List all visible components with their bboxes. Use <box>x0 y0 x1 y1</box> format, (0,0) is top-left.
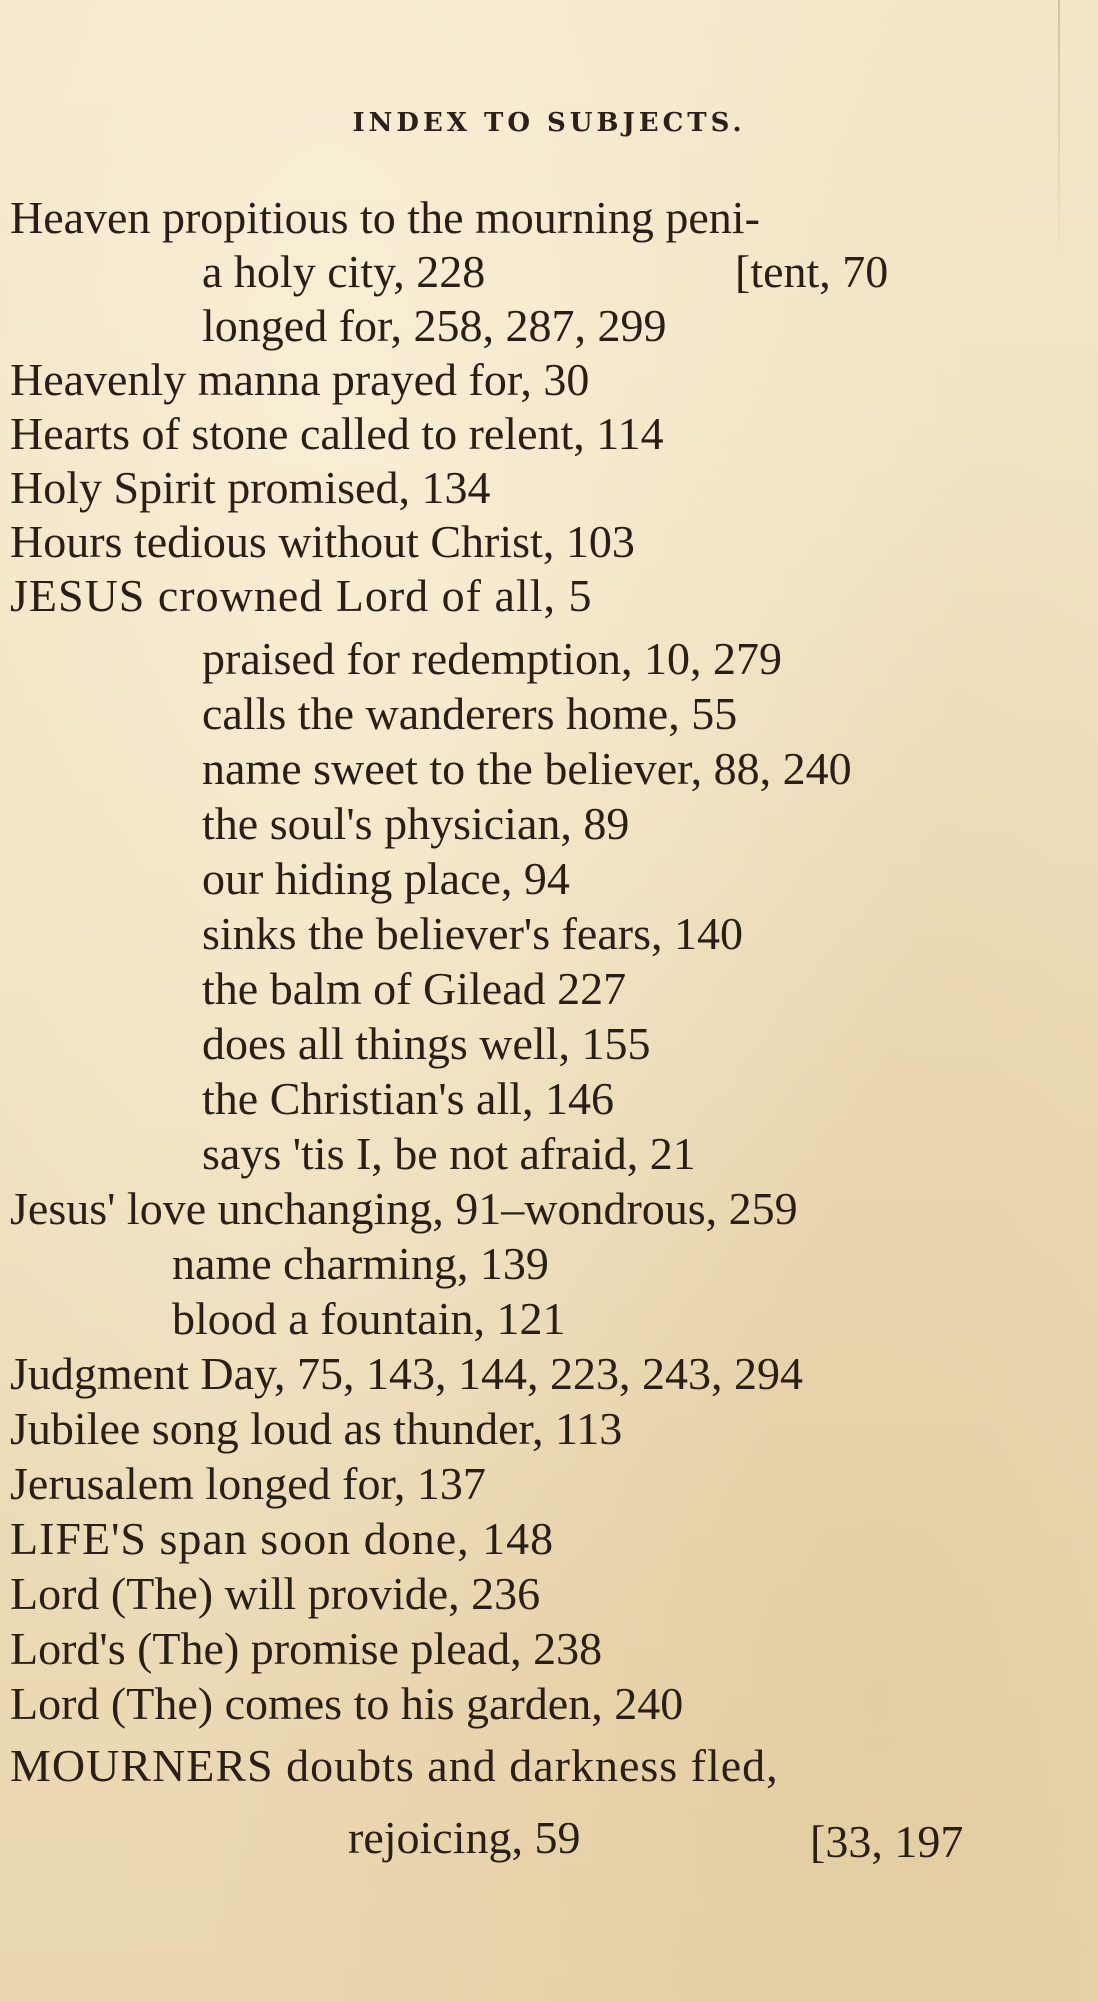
index-entry: the balm of Gilead 227 <box>202 963 627 1014</box>
index-entry: praised for redemption, 10, 279 <box>202 633 782 684</box>
index-entry: the soul's physician, 89 <box>202 798 630 849</box>
index-carryover: [tent, 70 <box>735 246 889 297</box>
index-entry: Heavenly manna prayed for, 30 <box>10 354 590 405</box>
index-entry: longed for, 258, 287, 299 <box>202 300 667 351</box>
index-entry: Holy Spirit promised, 134 <box>10 462 491 513</box>
index-entry: a holy city, 228 <box>202 246 486 297</box>
index-entry: Hours tedious without Christ, 103 <box>10 516 635 567</box>
index-entry: sinks the believer's fears, 140 <box>202 908 743 959</box>
index-entry: the Christian's all, 146 <box>202 1073 615 1124</box>
index-entry: Jesus' love unchanging, 91–wondrous, 259 <box>10 1183 798 1234</box>
index-entry: Jerusalem longed for, 137 <box>10 1458 486 1509</box>
index-entry: calls the wanderers home, 55 <box>202 688 738 739</box>
index-entry: Lord's (The) promise plead, 238 <box>10 1623 603 1674</box>
index-entry: LIFE'S span soon done, 148 <box>10 1513 555 1564</box>
index-entry: name sweet to the believer, 88, 240 <box>202 743 852 794</box>
index-entry: rejoicing, 59 <box>348 1812 581 1863</box>
index-entry: does all things well, 155 <box>202 1018 651 1069</box>
index-carryover: [33, 197 <box>810 1816 964 1867</box>
index-entry: JESUS crowned Lord of all, 5 <box>10 570 593 621</box>
index-entry: Heaven propitious to the mourning peni- <box>10 192 760 243</box>
index-entry: says 'tis I, be not afraid, 21 <box>202 1128 696 1179</box>
page-header: INDEX TO SUBJECTS. <box>352 108 746 138</box>
index-entry: our hiding place, 94 <box>202 853 570 904</box>
index-entry: Lord (The) comes to his garden, 240 <box>10 1678 684 1729</box>
index-entry: Jubilee song loud as thunder, 113 <box>10 1403 623 1454</box>
index-entry: MOURNERS doubts and darkness fled, <box>10 1740 779 1791</box>
index-entry: blood a fountain, 121 <box>172 1293 566 1344</box>
index-entry: name charming, 139 <box>172 1238 549 1289</box>
index-entry: Lord (The) will provide, 236 <box>10 1568 541 1619</box>
index-entry: Judgment Day, 75, 143, 144, 223, 243, 294 <box>10 1348 804 1399</box>
index-entry: Hearts of stone called to relent, 114 <box>10 408 664 459</box>
